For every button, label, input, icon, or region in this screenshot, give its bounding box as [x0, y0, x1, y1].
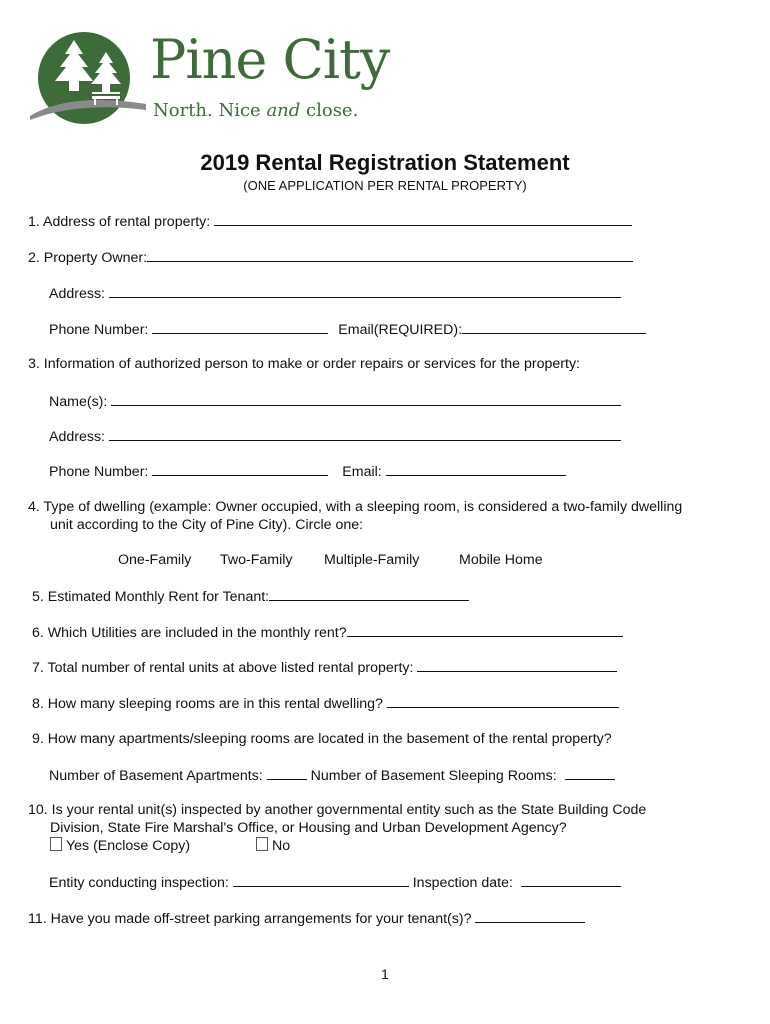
owner-email-field[interactable]: [462, 320, 646, 334]
inspection-no-option[interactable]: No: [256, 837, 290, 855]
dwelling-option-mobile-home[interactable]: Mobile Home: [459, 552, 543, 568]
owner-contact-row: Phone Number: Email(REQUIRED):: [49, 320, 646, 339]
authorized-phone-field[interactable]: [152, 462, 328, 476]
inspection-yes-option[interactable]: Yes (Enclose Copy): [50, 837, 190, 855]
question-6: 6. Which Utilities are included in the monthly rent?: [32, 623, 623, 642]
page-subtitle: (ONE APPLICATION PER RENTAL PROPERTY): [243, 178, 527, 193]
question-4-line-2: unit according to the City of Pine City). Circle one:: [50, 517, 364, 533]
dwelling-option-one-family[interactable]: One-Family: [118, 552, 192, 568]
question-10-line-2: Division, State Fire Marshal's Office, or Housing and Urban Development Agency?: [50, 820, 567, 836]
question-9: 9. How many apartments/sleeping rooms are located in the basement of the rental property?: [32, 731, 612, 747]
sleeping-rooms-field[interactable]: [387, 694, 619, 708]
owner-address-row: Address:: [49, 284, 621, 303]
authorized-names-row: Name(s):: [49, 392, 621, 411]
yes-checkbox[interactable]: [50, 837, 62, 851]
authorized-address-row: Address:: [49, 427, 621, 446]
logo-brand-name: Pine City: [150, 28, 390, 91]
question-10-line-1: 10. Is your rental unit(s) inspected by another governmental entity such as the State Building Code: [28, 802, 647, 818]
total-units-field[interactable]: [417, 658, 617, 672]
owner-address-field[interactable]: [109, 284, 621, 298]
question-3: 3. Information of authorized person to make or order repairs or services for the property:: [28, 356, 580, 372]
dwelling-option-multiple-family[interactable]: Multiple-Family: [324, 552, 420, 568]
question-1: 1. Address of rental property:: [28, 212, 632, 231]
basement-sleeping-rooms-field[interactable]: [565, 766, 615, 780]
page-title: 2019 Rental Registration Statement: [200, 150, 570, 175]
authorized-names-field[interactable]: [111, 392, 621, 406]
dwelling-option-two-family[interactable]: Two-Family: [220, 552, 293, 568]
question-11: 11. Have you made off-street parking arrangements for your tenant(s)?: [28, 909, 585, 928]
owner-phone-field[interactable]: [152, 320, 328, 334]
authorized-contact-row: Phone Number: Email:: [49, 462, 566, 481]
monthly-rent-field[interactable]: [269, 587, 469, 601]
question-2: 2. Property Owner:: [28, 248, 633, 267]
question-8: 8. How many sleeping rooms are in this rental dwelling?: [32, 694, 619, 713]
pine-city-logo-icon: [26, 26, 150, 126]
page-number: 1: [381, 967, 389, 983]
question-7: 7. Total number of rental units at above listed rental property:: [32, 658, 617, 677]
inspection-entity-field[interactable]: [233, 873, 409, 887]
no-checkbox[interactable]: [256, 837, 268, 851]
question-5: 5. Estimated Monthly Rent for Tenant:: [32, 587, 469, 606]
basement-apartments-field[interactable]: [267, 766, 307, 780]
logo-tagline: North. Nice and close.: [153, 100, 359, 121]
authorized-address-field[interactable]: [109, 427, 621, 441]
address-of-property-field[interactable]: [214, 212, 632, 226]
inspection-date-field[interactable]: [521, 873, 621, 887]
parking-arrangements-field[interactable]: [475, 909, 585, 923]
utilities-field[interactable]: [347, 623, 623, 637]
basement-counts-row: Number of Basement Apartments: Number of Basement Sleeping Rooms:: [49, 766, 615, 785]
property-owner-field[interactable]: [147, 248, 633, 262]
inspection-details-row: Entity conducting inspection: Inspection date:: [49, 873, 621, 892]
question-4-line-1: 4. Type of dwelling (example: Owner occupied, with a sleeping room, is considered a two-family dwelling: [28, 499, 683, 515]
authorized-email-field[interactable]: [386, 462, 566, 476]
